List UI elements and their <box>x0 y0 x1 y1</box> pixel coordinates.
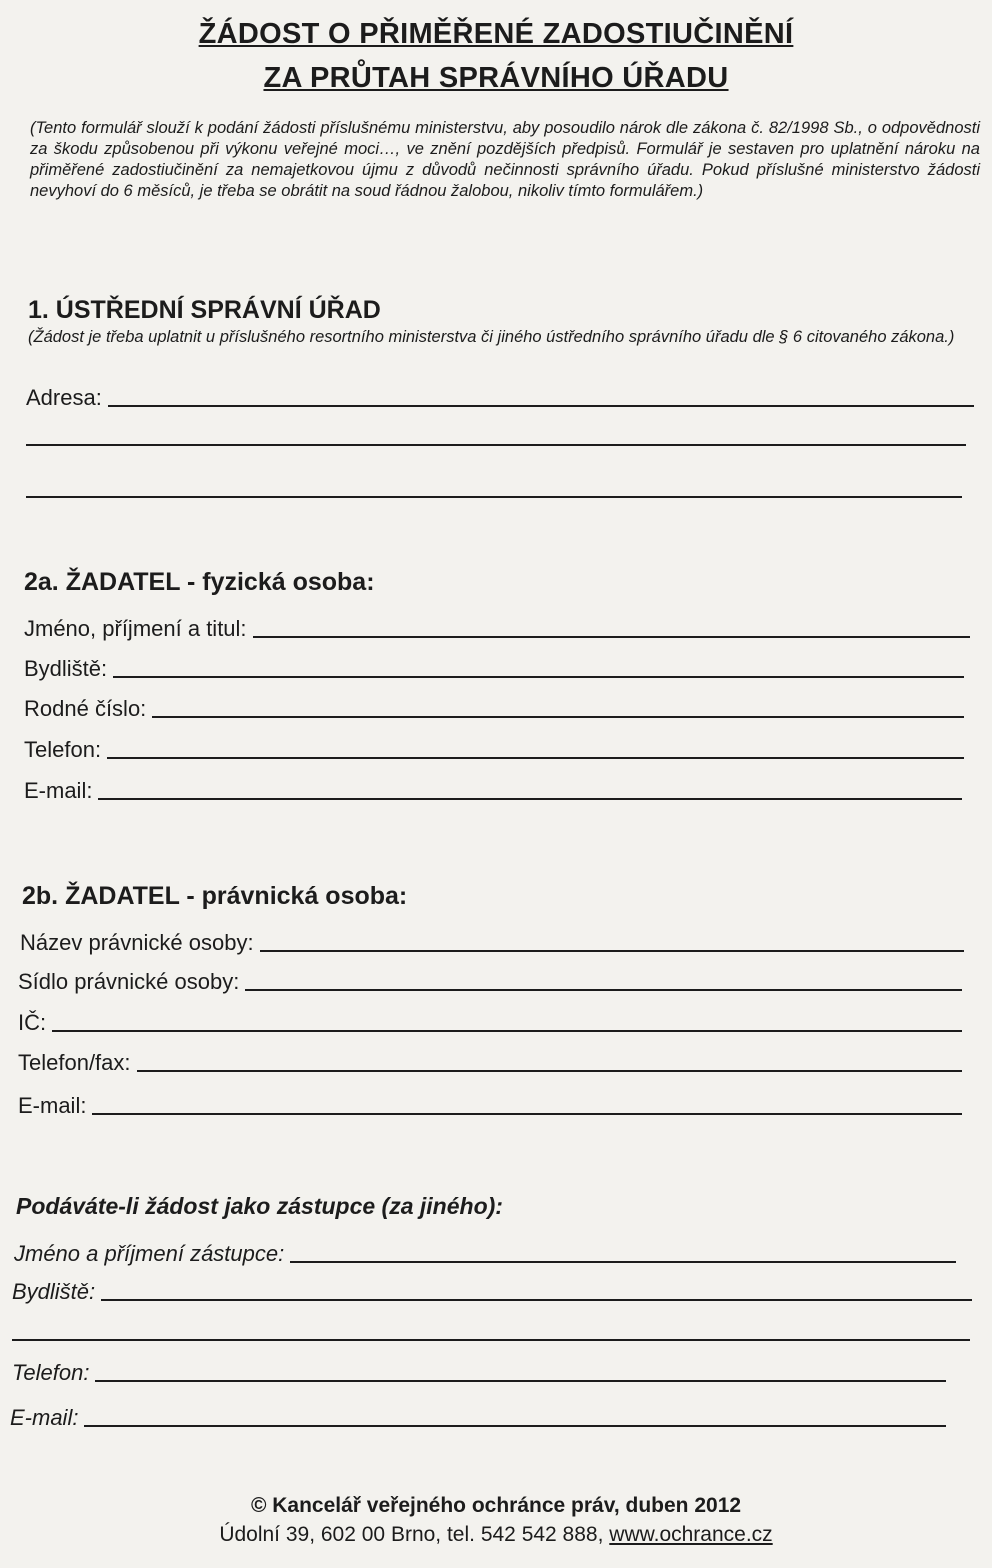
rep-residence-label: Bydliště: <box>12 1279 96 1304</box>
rep-email-line[interactable] <box>84 1425 946 1427</box>
company-phone-label: Telefon/fax: <box>18 1050 131 1075</box>
footer-address: Údolní 39, 602 00 Brno, tel. 542 542 888, <box>219 1523 610 1546</box>
company-name-line[interactable] <box>260 950 964 952</box>
company-name-field[interactable] <box>20 926 964 956</box>
form-title-line1: ŽÁDOST O PŘIMĚŘENÉ ZADOSTIUČINĚNÍ <box>198 18 794 50</box>
person-name-label: Jméno, příjmení a titul: <box>24 616 247 641</box>
birth-number-line[interactable] <box>152 716 964 718</box>
company-phone-field[interactable] <box>18 1046 962 1076</box>
rep-email-label: E-mail: <box>10 1405 79 1430</box>
rep-phone-field[interactable] <box>12 1356 946 1386</box>
rep-name-field[interactable] <box>14 1237 956 1267</box>
section1-note: (Žádost je třeba uplatnit u příslušného resortního ministerstva či jiného ústředního správního úřadu dle § 6 citovaného zákona.) <box>28 328 955 346</box>
representative-title: Podáváte-li žádost jako zástupce (za jiného): <box>16 1193 503 1219</box>
section1-title: 1. ÚSTŘEDNÍ SPRÁVNÍ ÚŘAD <box>28 296 381 324</box>
rep-email-field[interactable] <box>10 1401 946 1431</box>
company-seat-line[interactable] <box>245 989 962 991</box>
company-ic-label: IČ: <box>18 1010 47 1035</box>
person-phone-field[interactable] <box>24 733 964 763</box>
person-email-field[interactable] <box>24 774 962 804</box>
person-residence-field[interactable] <box>24 652 964 682</box>
person-name-field[interactable] <box>24 612 970 642</box>
rep-name-line[interactable] <box>290 1261 956 1263</box>
rep-residence-line[interactable] <box>101 1299 972 1301</box>
person-phone-label: Telefon: <box>24 737 102 762</box>
footer-url[interactable]: www.ochrance.cz <box>609 1523 773 1546</box>
company-seat-label: Sídlo právnické osoby: <box>18 969 240 994</box>
person-residence-label: Bydliště: <box>24 656 108 681</box>
company-phone-line[interactable] <box>137 1070 962 1072</box>
address-line-2[interactable] <box>26 444 966 446</box>
address-line[interactable] <box>108 405 974 407</box>
form-title-line2: ZA PRŮTAH SPRÁVNÍHO ÚŘADU <box>263 62 729 94</box>
footer-contact <box>0 1523 992 1547</box>
birth-number-field[interactable] <box>24 692 964 722</box>
company-email-field[interactable] <box>18 1089 962 1119</box>
birth-number-label: Rodné číslo: <box>24 696 147 721</box>
rep-residence-field[interactable] <box>12 1275 972 1305</box>
address-line-3[interactable] <box>26 496 962 498</box>
company-seat-field[interactable] <box>18 965 962 995</box>
footer-copyright: © Kancelář veřejného ochránce práv, duben 2012 <box>250 1494 742 1517</box>
company-ic-line[interactable] <box>52 1030 962 1032</box>
company-email-label: E-mail: <box>18 1093 87 1118</box>
address-field[interactable] <box>26 381 974 411</box>
company-name-label: Název právnické osoby: <box>20 930 254 955</box>
person-residence-line[interactable] <box>113 676 964 678</box>
person-email-line[interactable] <box>98 798 962 800</box>
intro-note: (Tento formulář slouží k podání žádosti příslušnému ministerstvu, aby posoudilo nárok dle zákona č. 82/1998 Sb., o odpovědnosti za škodu způsobenou při výkonu veřejné moci…, ve znění pozdějších předpisů. Formulář je sestaven pro uplatnění nároku na přiměřené zadostiučinění za nemajetkovou újmu z důvodů nečinnosti správního úřadu. Pokud příslušné ministerstvo žádosti nevyhoví do 6 měsíců, je třeba se obrátit na soud řádnou žalobou, nikoliv tímto formulářem.) <box>30 119 980 200</box>
rep-phone-line[interactable] <box>95 1380 946 1382</box>
company-ic-field[interactable] <box>18 1006 962 1036</box>
rep-name-label: Jméno a příjmení zástupce: <box>14 1241 285 1266</box>
person-email-label: E-mail: <box>24 778 93 803</box>
company-email-line[interactable] <box>92 1113 962 1115</box>
section2b-title: 2b. ŽADATEL - právnická osoba: <box>22 882 408 910</box>
rep-phone-label: Telefon: <box>12 1360 90 1385</box>
rep-residence-line-2[interactable] <box>12 1339 970 1341</box>
address-label: Adresa: <box>26 385 102 410</box>
section2a-title: 2a. ŽADATEL - fyzická osoba: <box>24 568 375 596</box>
person-name-line[interactable] <box>253 636 970 638</box>
person-phone-line[interactable] <box>107 757 964 759</box>
